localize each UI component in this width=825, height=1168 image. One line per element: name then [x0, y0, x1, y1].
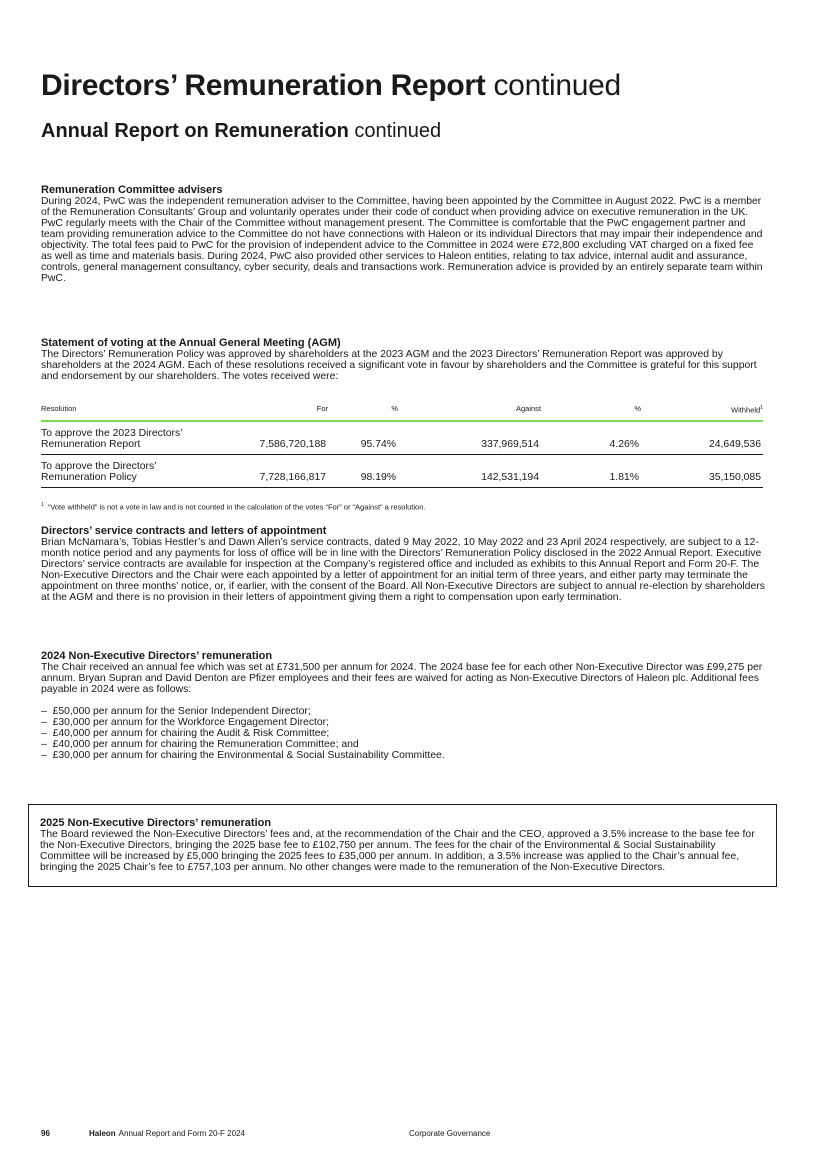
page-title [41, 66, 621, 106]
advisers-body: During 2024, PwC was the independent remuneration adviser to the Committee, having been appointed by the Committee in August 2022. PwC is a member of the Remuneration Consultants’ Group and voluntarily operates under their code of conduct when providing advice on executive remuneration in the UK. PwC regularly meets with the Chair of the Committee without management present. The Committee is comfortable that the PwC engagement partner and team providing remuneration advice to the Committee do not have connections with Haleon or its individual Directors that may impair their independence and objectivity. The total fees paid to PwC for the provision of independent advice to the Committee in 2024 were £72,800 excluding VAT charged on a fixed fee as well as time and materials basis. During 2024, PwC also provided other services to Haleon entities, relating to tax advice, internal audit and assurance, controls, general management consultancy, cyber security, deals and transactions work. Remuneration advice is provided by an entirely separate team within PwC. [41, 196, 763, 284]
footer-brand: Haleon [89, 1129, 116, 1138]
page-subtitle-bold: Annual Report on Remuneration [41, 120, 349, 142]
voting-body: The Directors’ Remuneration Policy was approved by shareholders at the 2023 AGM and the 2023 Directors’ Remuneration Report was approved by shareholders at the 2024 AGM. Each of these resolutions received a significant vote in favour by shareholders and the Committee is grateful for this support and endorsement by our shareholders. The votes received were: [41, 349, 757, 382]
against-cell: 337,969,514 [398, 421, 541, 455]
page-subtitle [41, 117, 441, 145]
table-row [41, 421, 763, 455]
ned-2025-body: The Board reviewed the Non-Executive Directors’ fees and, at the recommendation of the Chair and the CEO, approved a 3.5% increase to the base fee for the Non-Executive Directors, bringing the 2025 base fee to £102,750 per annum. The fees for the chair of the Environmental & Social Sustainability Committee will be increased by £5,000 bringing the 2025 fees to £35,000 per annum. In addition, a 3.5% increase was applied to the Chair’s annual fee, bringing the 2025 Chair’s fee to £757,103 per annum. No other changes were made to the remuneration of the Non-Executive Directors. [40, 829, 755, 873]
advisers-section [41, 184, 767, 285]
col-against-pct: % [541, 403, 641, 421]
for-cell: 7,586,720,188 [191, 421, 328, 455]
col-for: For [191, 403, 328, 421]
list-item: – £30,000 per annum for the Workforce Engagement Director; [41, 718, 767, 729]
additional-fees-list [41, 707, 767, 762]
list-item: – £40,000 per annum for chairing the Remuneration Committee; and [41, 740, 767, 751]
page-title-continued: continued [493, 69, 621, 102]
col-for-pct: % [328, 403, 398, 421]
contracts-section [41, 525, 767, 604]
resolution-cell: To approve the 2023 Directors’ Remuneration Report [41, 421, 191, 455]
withheld-cell: 24,649,536 [641, 421, 763, 455]
contracts-heading: Directors’ service contracts and letters of appointment [41, 525, 327, 537]
for-pct-cell: 95.74% [328, 421, 398, 455]
voting-section [41, 337, 767, 383]
withheld-cell: 35,150,085 [641, 454, 763, 487]
footnote-text: “Vote withheld” is not a vote in law and is not counted in the calculation of the votes “For” or “Against” a resolution. [47, 502, 426, 512]
list-item: – £30,000 per annum for chairing the Environmental & Social Sustainability Committee. [41, 751, 767, 762]
table-row [41, 454, 763, 487]
list-item: – £40,000 per annum for chairing the Audit & Risk Committee; [41, 729, 767, 740]
ned-2025-box [28, 804, 777, 887]
for-cell: 7,728,166,817 [191, 454, 328, 487]
col-resolution: Resolution [41, 403, 191, 421]
ned-2024-section [41, 650, 767, 762]
for-pct-cell: 98.19% [328, 454, 398, 487]
ned-2025-heading: 2025 Non-Executive Directors’ remuneration [40, 817, 272, 829]
list-item: – £50,000 per annum for the Senior Independent Director; [41, 707, 767, 718]
advisers-heading: Remuneration Committee advisers [41, 184, 223, 196]
resolution-cell: To approve the Directors’ Remuneration Policy [41, 454, 191, 487]
table-header-row [41, 403, 763, 421]
against-cell: 142,531,194 [398, 454, 541, 487]
ned-2024-body: The Chair received an annual fee which was set at £731,500 per annum for 2024. The 2024 base fee for each other Non-Executive Director was £99,275 per annum. Bryan Supran and David Denton are Pfizer employees and their fees are waived for acting as Non-Executive Directors of Haleon plc. Additional fees payable in 2024 were as follows: [41, 662, 763, 695]
footnote-marker: 1 [41, 502, 44, 508]
voting-results-table [41, 403, 763, 488]
footer-report-name: Haleon Annual Report and Form 20-F 2024 [89, 1129, 245, 1138]
col-withheld: Withheld$^1$ [641, 403, 763, 421]
against-pct-cell: 1.81% [541, 454, 641, 487]
col-against: Against [398, 403, 541, 421]
table-footnote [41, 500, 425, 513]
footer-section-name: Corporate Governance [409, 1129, 491, 1138]
page-title-bold: Directors’ Remuneration Report [41, 69, 486, 102]
against-pct-cell: 4.26% [541, 421, 641, 455]
contracts-body: Brian McNamara’s, Tobias Hestler’s and Dawn Allen’s service contracts, dated 9 May 2022, 10 May 2022 and 23 April 2024 respectively, are subject to a 12-month notice period and any payments for loss of office will be in line with the Directors’ Remuneration Policy disclosed in the 2022 Annual Report. Executive Directors’ service contracts are available for inspection at the Company’s registered office and included as exhibits to this Annual Report and Form 20-F. The Non-Executive Directors and the Chair were each appointed by a letter of appointment for an initial term of three years, and either party may terminate the appointment on three months’ notice, or, if earlier, with the consent of the Board. All Non-Executive Directors are subject to annual re-election by shareholders at the AGM and there is no provision in their letters of appointment giving them a right to compensation upon early termination. [41, 537, 765, 603]
voting-heading: Statement of voting at the Annual General Meeting (AGM) [41, 337, 341, 349]
page-number: 96 [41, 1129, 50, 1138]
page-subtitle-continued: continued [354, 120, 442, 142]
ned-2024-heading: 2024 Non-Executive Directors’ remuneration [41, 650, 273, 662]
